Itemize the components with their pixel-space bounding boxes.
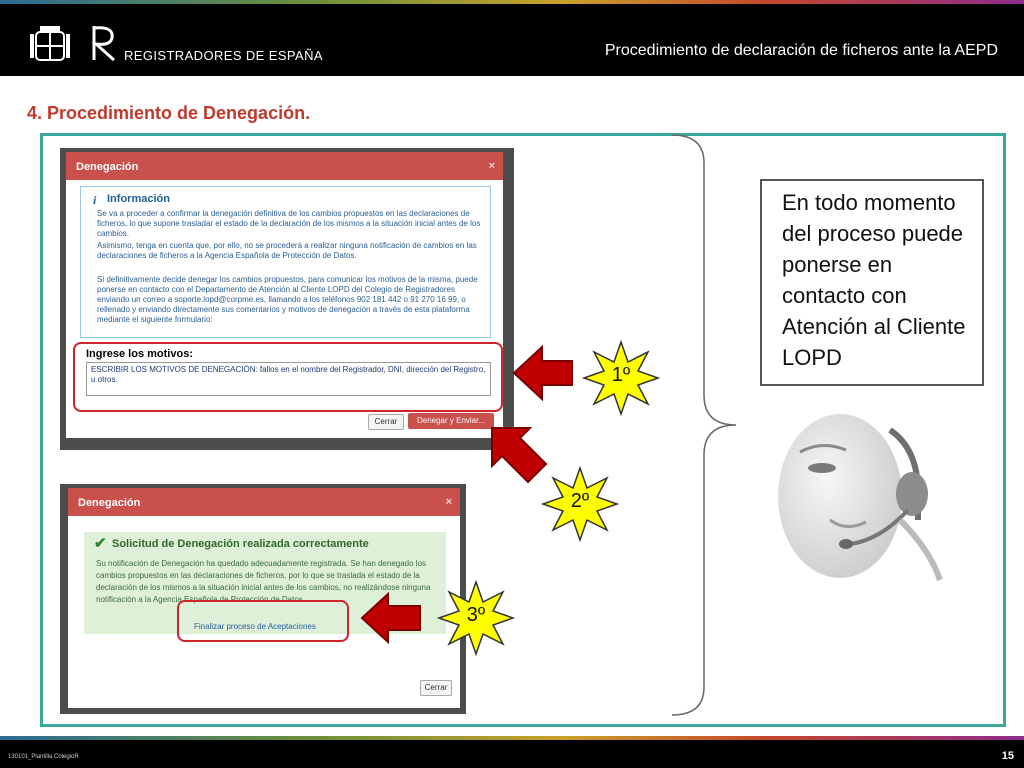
deny-and-send-button[interactable]: Denegar y Enviar... [408,413,494,429]
info-panel [80,186,491,338]
step-2-label: 2º [570,490,590,512]
step-3-label: 3º [466,604,486,626]
header-title: Procedimiento de declaración de ficheros ante la AEPD [604,42,998,59]
header-bar [0,4,1024,76]
close-icon[interactable]: × [488,160,495,172]
curly-brace-icon [670,133,740,717]
dialog-header [68,488,460,516]
page-number: 15 [1001,750,1014,762]
highlight-motivos [73,342,503,412]
dialog-header [66,152,503,180]
motivos-textarea[interactable]: ESCRIBIR LOS MOTIVOS DE DENEGACIÓN: fallos en el nombre del Registrador, DNI, dirección del Registro, u otros. [86,362,491,396]
cancel-button[interactable]: Cerrar [368,414,404,430]
arrow-left-icon [512,345,574,401]
info-paragraph-1: Se va a proceder a confirmar la denegación definitiva de los cambios propuestos en las declaraciones de ficheros, lo que supone trasladar el estado de la declaración de los mismos a la situación inicial antes de los cambios. [97,209,481,238]
success-text: Su notificación de Denegación ha quedado adecuadamente registrada. Se han denegado los cambios propuestos en las declaraciones de ficheros, por lo que se traslada el estado de la declaración de los mismos a la situación inicial antes de los cambios, no realizándose ninguna notificación a la Agencia Española de Protección de Datos. [96,559,431,604]
motivos-label: Ingrese los motivos: [86,348,193,360]
info-icon: i [93,193,97,207]
dialog-title: Denegación [78,497,141,509]
close-button[interactable]: Cerrar [420,680,452,696]
brand-name: REGISTRADORES DE ESPAÑA [124,48,323,63]
section-title: 4. Procedimiento de Denegación. [27,103,311,123]
info-title: Información [107,193,170,205]
support-agent-image [770,410,950,590]
close-icon[interactable]: × [445,496,452,508]
info-paragraph-3: Si definitivamente decide denegar los cambios propuestos, para comunicar los motivos de la misma, puede ponerse en contacto con el Departamento de Atención al Cliente LOPD del Colegio de Registradores enviando un correo a soporte.lopd@corpme.es, llamando a los teléfonos 902 181 442 o 91 270 16 99, o rellenado y enviando directamente sus comentarios y motivos de denegación a través de esta plataforma mediante el siguiente formulario: [97,275,478,324]
template-name: 130101_Plantilla ColegioR [8,754,79,760]
registradores-logo-icon [90,24,118,62]
step-1-label: 1º [611,364,631,386]
footer-bar [0,740,1024,768]
info-paragraph-2: Asimismo, tenga en cuenta que, por ello, no se procederá a realizar ninguna notificación de cambios en las declaraciones de ficheros a la Agencia Española de Protección de Datos. [97,241,477,260]
highlight-finish-link [177,600,349,642]
finish-process-link[interactable]: Finalizar proceso de Aceptaciones [194,622,316,631]
checkmark-icon: ✔ [94,535,107,552]
coat-of-arms-icon [30,22,70,66]
arrow-left-icon [360,592,422,644]
dialog-title: Denegación [76,161,139,173]
success-title: Solicitud de Denegación realizada correctamente [112,538,369,550]
callout-text: En todo momento del proceso puede ponerse en contacto con Atención al Cliente LOPD [782,190,966,370]
callout-box [760,179,984,386]
